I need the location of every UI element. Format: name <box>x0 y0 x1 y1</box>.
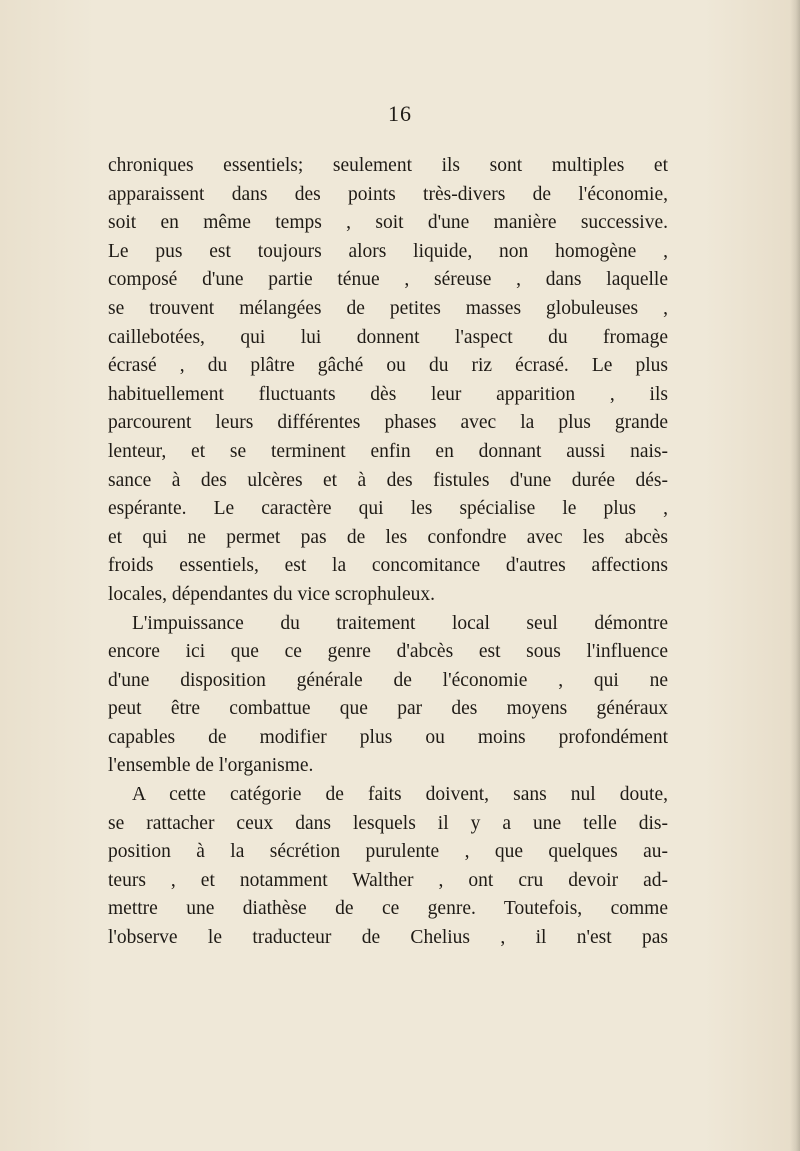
text-line: position à la sécrétion purulente , que quelques au- <box>108 841 668 863</box>
page-edge-shadow <box>790 0 800 1151</box>
text-line: composé d'une partie ténue , séreuse , dans laquelle <box>108 269 668 291</box>
body-text <box>108 152 668 953</box>
text-line: espérante. Le caractère qui les spécialise le plus , <box>108 498 668 520</box>
text-line-paragraph-start: A cette catégorie de faits doivent, sans nul doute, <box>132 784 668 806</box>
text-line: Le pus est toujours alors liquide, non homogène , <box>108 240 668 262</box>
text-line-paragraph-end: l'ensemble de l'organisme. <box>108 755 314 777</box>
text-line-paragraph-end: locales, dépendantes du vice scrophuleux. <box>108 583 436 605</box>
text-line: caillebotées, qui lui donnent l'aspect du fromage <box>108 326 668 348</box>
text-line: lenteur, et se terminent enfin en donnant aussi nais- <box>108 440 668 462</box>
text-line: parcourent leurs différentes phases avec la plus grande <box>108 412 668 434</box>
text-line: écrasé , du plâtre gâché ou du riz écrasé. Le plus <box>108 355 668 377</box>
text-line: sance à des ulcères et à des fistules d'une durée dés- <box>108 469 668 491</box>
text-line: l'observe le traducteur de Chelius , il n'est pas <box>108 927 668 949</box>
text-line: apparaissent dans des points très-divers de l'économie, <box>108 183 668 205</box>
text-line: chroniques essentiels; seulement ils sont multiples et <box>108 155 668 176</box>
page-number: 16 <box>388 101 412 126</box>
text-line: capables de modifier plus ou moins profondément <box>108 726 668 748</box>
text-line: mettre une diathèse de ce genre. Toutefois, comme <box>108 898 668 920</box>
text-line: froids essentiels, est la concomitance d'autres affections <box>108 555 668 577</box>
text-line-paragraph-start: L'impuissance du traitement local seul démontre <box>132 612 668 634</box>
text-line: se rattacher ceux dans lesquels il y a une telle dis- <box>108 812 668 834</box>
text-line: se trouvent mélangées de petites masses globuleuses , <box>108 297 668 319</box>
text-line: et qui ne permet pas de les confondre avec les abcès <box>108 526 668 548</box>
text-line: habituellement fluctuants dès leur apparition , ils <box>108 383 668 405</box>
text-line: encore ici que ce genre d'abcès est sous l'influence <box>108 641 668 663</box>
text-line: d'une disposition générale de l'économie , qui ne <box>108 669 668 691</box>
text-line: soit en même temps , soit d'une manière successive. <box>108 212 668 234</box>
text-line: peut être combattue que par des moyens généraux <box>108 698 668 720</box>
text-line: teurs , et notamment Walther , ont cru devoir ad- <box>108 869 668 891</box>
